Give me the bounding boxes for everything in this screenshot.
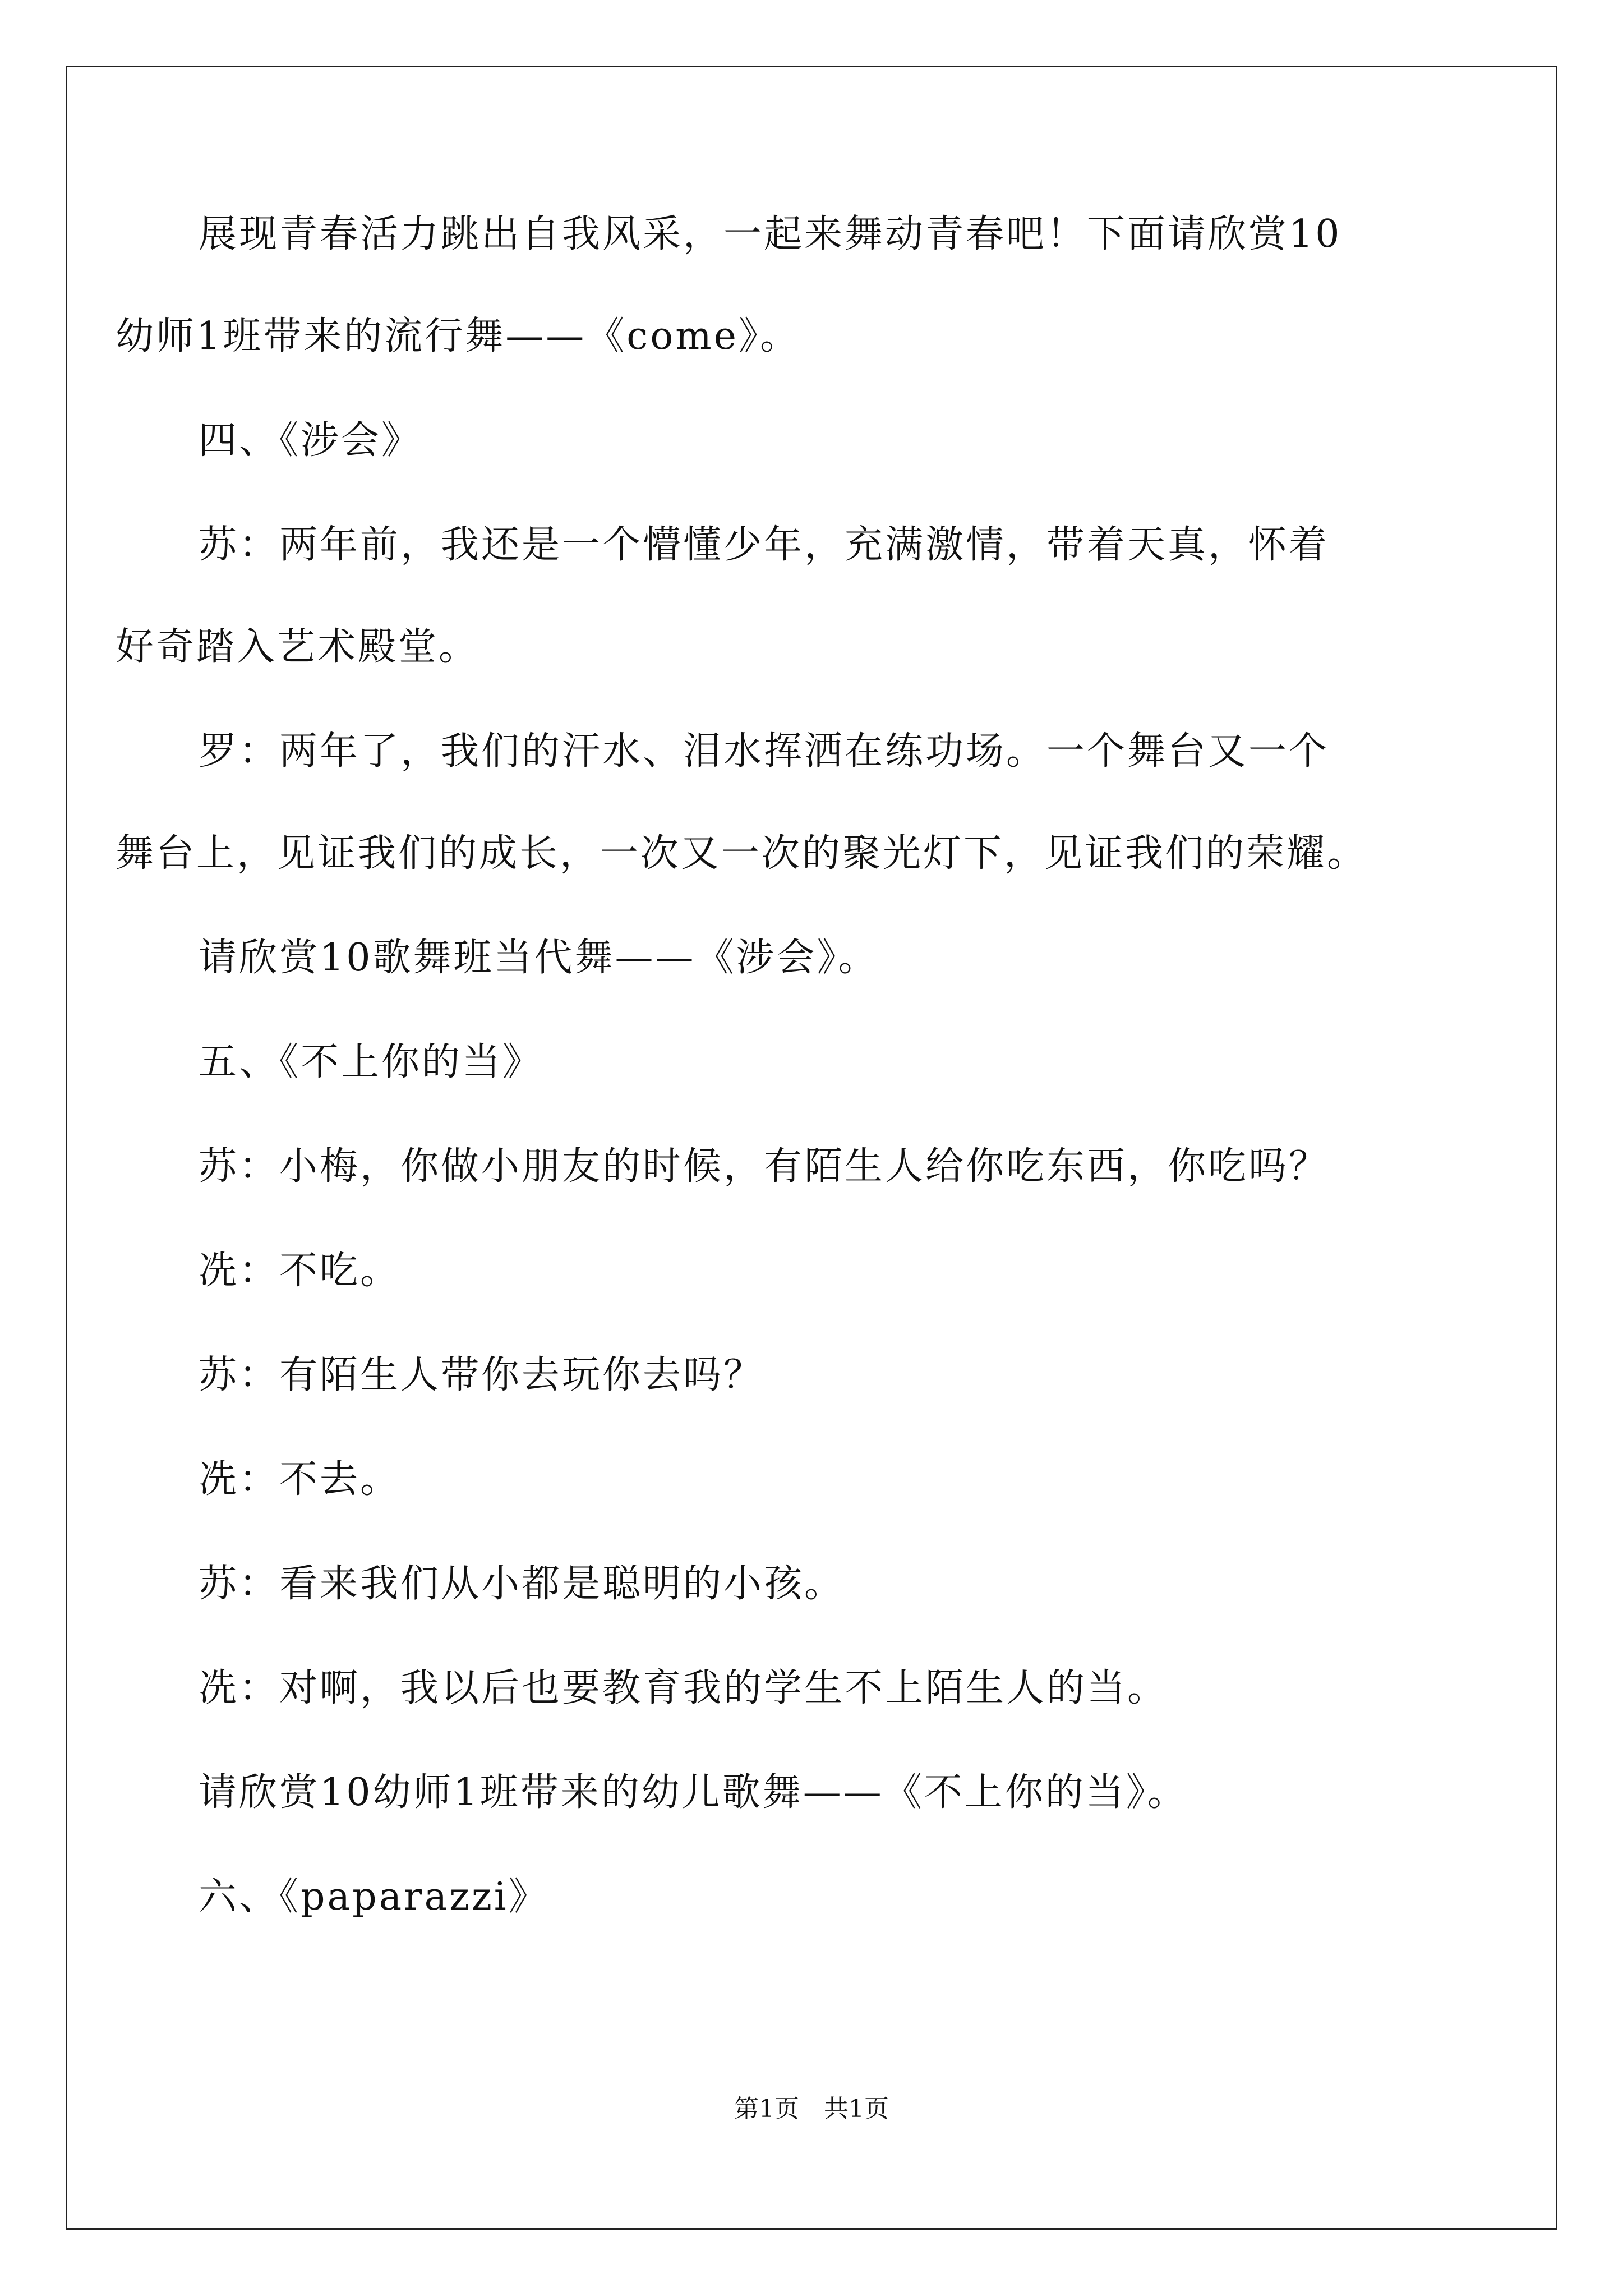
page-number: 第1页	[734, 2095, 799, 2123]
text-line: 苏：看来我们从小都是聪明的小孩。	[199, 1562, 845, 1606]
text-line: 冼：对啊，我以后也要教育我的学生不上陌生人的当。	[199, 1666, 1168, 1710]
section-heading: 四、《涉会》	[199, 418, 422, 463]
text-line: 苏：两年前，我还是一个懵懂少年，充满激情，带着天真，怀着	[199, 523, 1330, 567]
document-body	[116, 208, 1466, 1975]
section-heading: 六、《paparazzi》	[199, 1875, 549, 1919]
text-line: 苏：有陌生人带你去玩你去吗？	[199, 1353, 764, 1397]
text-line: 幼师1班带来的流行舞——《come》。	[116, 314, 801, 358]
text-line: 冼：不吃。	[199, 1249, 401, 1293]
text-line: 罗：两年了，我们的汗水、泪水挥洒在练功场。一个舞台又一个	[199, 729, 1330, 774]
page-footer	[0, 2092, 1623, 2126]
text-line: 冼：不去。	[199, 1457, 401, 1502]
text-line: 请欣赏10幼师1班带来的幼儿歌舞——《不上你的当》。	[199, 1770, 1188, 1815]
text-line: 苏：小梅，你做小朋友的时候，有陌生人给你吃东西，你吃吗？	[199, 1144, 1330, 1189]
text-line: 展现青春活力跳出自我风采，一起来舞动青春吧！下面请欣赏10	[199, 212, 1342, 256]
section-heading: 五、《不上你的当》	[199, 1040, 543, 1084]
text-line: 好奇踏入艺术殿堂。	[116, 625, 479, 669]
page-total: 共1页	[824, 2095, 889, 2123]
text-line: 请欣赏10歌舞班当代舞——《涉会》。	[199, 936, 879, 980]
text-line: 舞台上，见证我们的成长，一次又一次的聚光灯下，见证我们的荣耀。	[116, 831, 1368, 876]
